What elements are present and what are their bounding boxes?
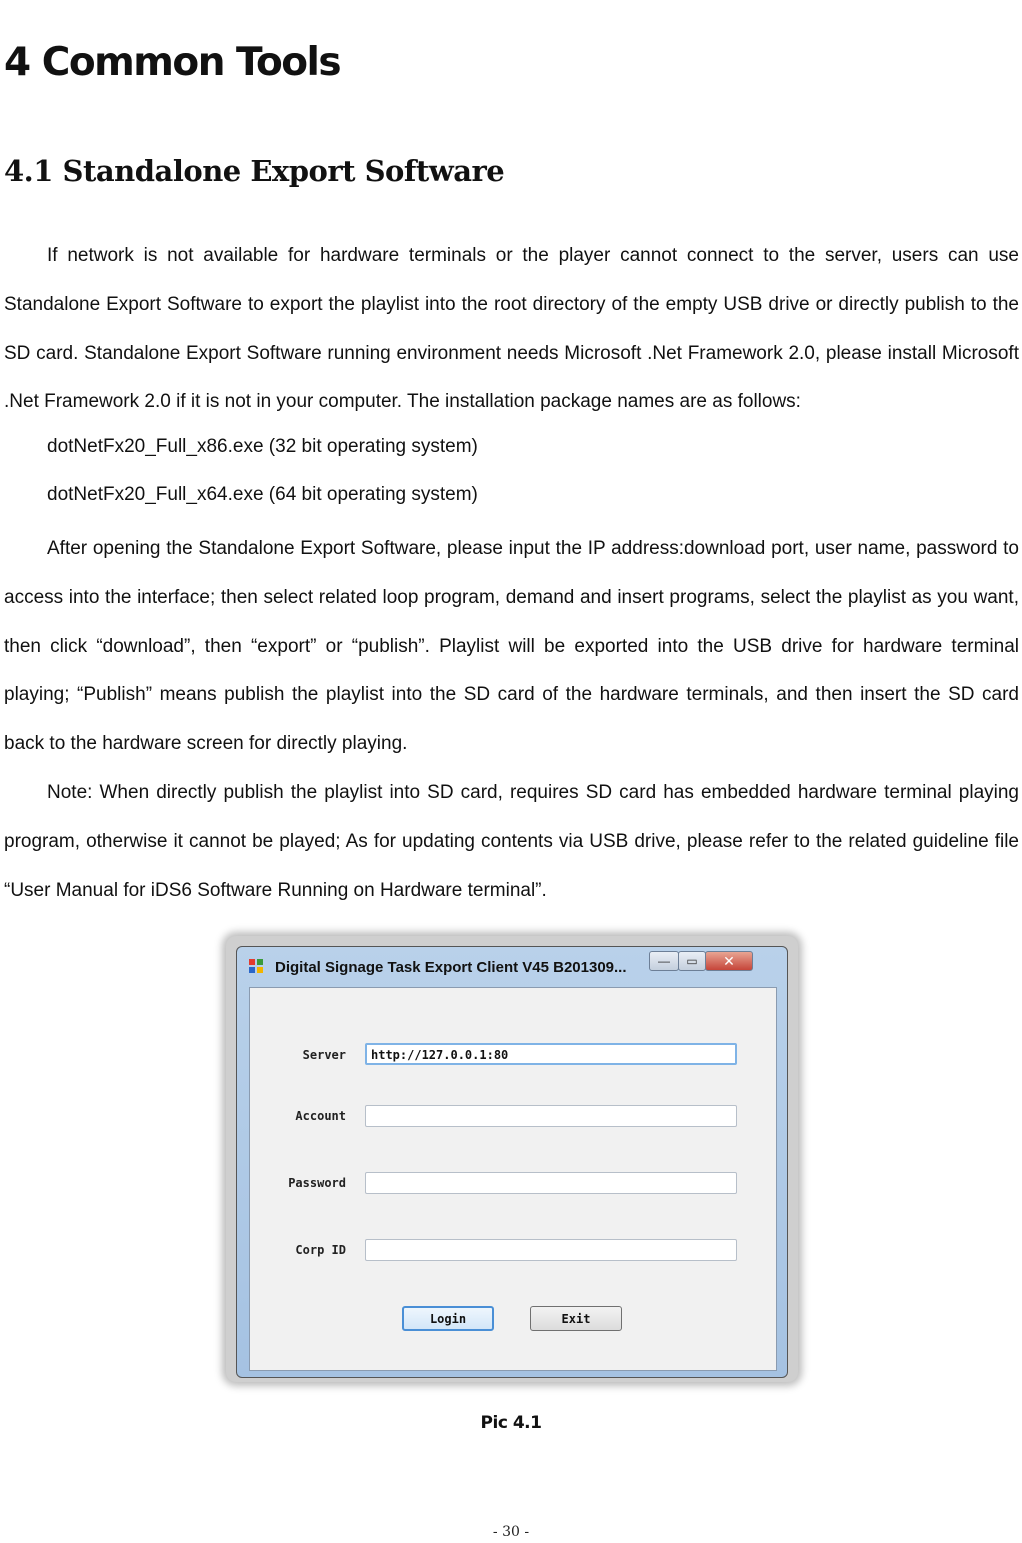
page-number: - 30 - xyxy=(492,1524,530,1540)
title-bar[interactable] xyxy=(237,947,787,977)
dialog-screenshot xyxy=(226,936,798,1382)
maximize-icon: ▭ xyxy=(686,954,698,968)
login-button[interactable]: Login xyxy=(402,1306,494,1331)
file-x86: dotNetFx20_Full_x86.exe (32 bit operating system) xyxy=(47,436,478,457)
close-button[interactable] xyxy=(705,951,753,971)
account-input[interactable] xyxy=(365,1105,737,1127)
usage-paragraph: After opening the Standalone Export Software, please input the IP address:download port, user name, password to access into the interface; then select related loop program, demand and insert programs, select the playlist as you want, then click “download”, then “export” or “publish”. Playlist will be exported into the USB drive for hardware terminal playing; “Publish” means publish the playlist into the SD card of the hardware terminals, and then insert the SD card back to the hardware screen for directly playing. xyxy=(4,538,1019,755)
dialog-title: Digital Signage Task Export Client V45 B201309... xyxy=(275,959,627,976)
chapter-title: 4 Common Tools xyxy=(4,40,341,85)
app-icon xyxy=(249,959,263,973)
dialog-window xyxy=(236,946,788,1378)
dialog-body xyxy=(249,987,777,1371)
file-x64: dotNetFx20_Full_x64.exe (64 bit operating system) xyxy=(47,484,478,505)
server-label: Server xyxy=(302,1048,346,1062)
corp-id-label: Corp ID xyxy=(295,1243,346,1257)
note-paragraph: Note: When directly publish the playlist into SD card, requires SD card has embedded hardware terminal playing program, otherwise it cannot be played; As for updating contents via USB drive, please refer to the related guideline file “User Manual for iDS6 Software Running on Hardware terminal”. xyxy=(4,782,1019,901)
password-input[interactable] xyxy=(365,1172,737,1194)
intro-paragraph: If network is not available for hardware terminals or the player cannot connect to the server, users can use Standalone Export Software to export the playlist into the root directory of the empty USB drive or directly publish to the SD card. Standalone Export Software running environment needs Microsoft .Net Framework 2.0, please install Microsoft .Net Framework 2.0 if it is not in your computer. The installation package names are as follows: xyxy=(4,245,1019,413)
maximize-button[interactable] xyxy=(678,951,706,971)
figure-caption: Pic 4.1 xyxy=(480,1413,542,1433)
exit-button[interactable]: Exit xyxy=(530,1306,622,1331)
account-label: Account xyxy=(295,1109,346,1123)
server-input[interactable]: http://127.0.0.1:80 xyxy=(365,1043,737,1065)
close-icon: ✕ xyxy=(723,952,735,969)
section-title: 4.1 Standalone Export Software xyxy=(4,154,505,188)
corp-id-input[interactable] xyxy=(365,1239,737,1261)
password-label: Password xyxy=(288,1176,346,1190)
minimize-button[interactable] xyxy=(649,951,679,971)
minimize-icon: — xyxy=(658,954,670,968)
